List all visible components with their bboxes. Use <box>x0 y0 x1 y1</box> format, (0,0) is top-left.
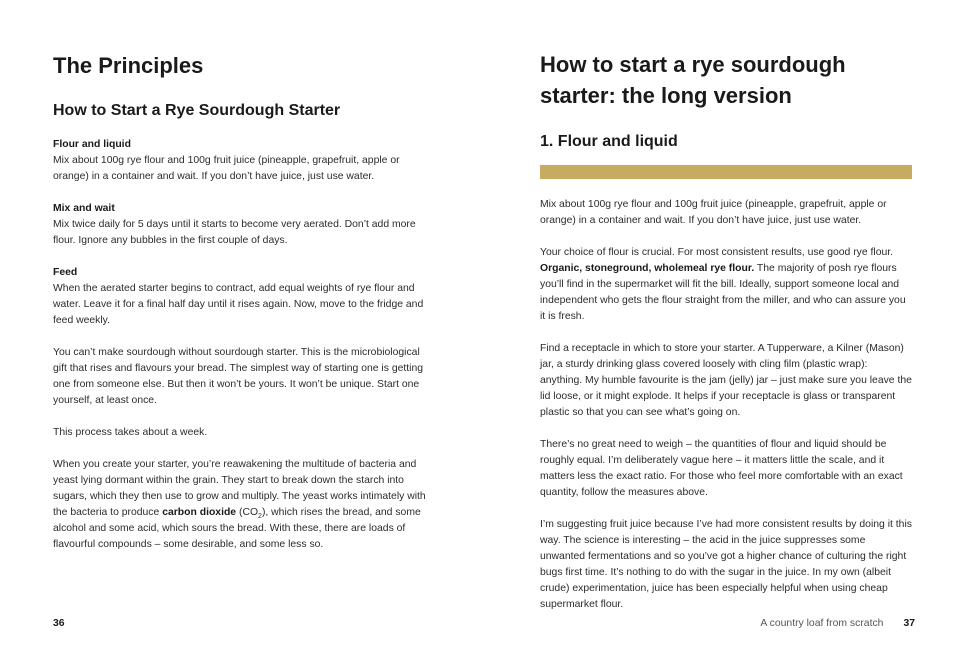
step-text: When the aerated starter begins to contract, add equal weights of rye flour and water. Leave it for a final half day until it rises again. Now, move to the fridge and feed weekly. <box>53 283 424 326</box>
right-body <box>540 197 912 629</box>
step-heading: Mix and wait <box>53 203 115 214</box>
page-title: The Principles <box>53 53 204 78</box>
paragraph: This process takes about a week. <box>53 427 208 438</box>
step-text: Mix twice daily for 5 days until it starts to become very aerated. Don’t add more flour. Ignore any bubbles in the first couple of days. <box>53 219 416 246</box>
paragraph-flour-choice <box>540 245 912 325</box>
page-subtitle: How to Start a Rye Sourdough Starter <box>53 102 341 119</box>
bold-term: carbon dioxide <box>162 507 237 518</box>
right-page <box>540 0 915 662</box>
step-flour-and-liquid <box>53 137 433 185</box>
text: When you create your starter, you’re reawakening the multitude of bacteria and yeast lying dormant within the grain. They start to break down the starch into sugars, which they then use to grow and multiply. The yeast works intimately with the bacteria to produce <box>53 459 426 518</box>
text: Your choice of flour is crucial. For most consistent results, use good rye flour. <box>540 247 894 258</box>
paragraph: Find a receptacle in which to store your starter. A Tupperware, a Kilner (Mason) jar, a sturdy drinking glass covered loosely with cling film (plastic wrap): anything. My humble favourite is the jam (jelly) jar – just make sure you leave the lid loose, or it might explode. It helps if your receptacle is glass or transparent plastic so that you can see what’s going on. <box>540 343 912 418</box>
step-heading: Feed <box>53 267 78 278</box>
accent-bar <box>540 165 912 179</box>
paragraph: There’s no great need to weigh – the quantities of flour and liquid should be roughly equal. I’m deliberately vague here – it matters little the scale, and it matters less the exact ratio. For those who feel more comfortable with an exact quantity, follow the measures above. <box>540 439 903 498</box>
left-page <box>53 0 433 662</box>
running-head: A country loaf from scratch <box>760 618 884 629</box>
text: (CO <box>236 507 259 518</box>
page-number-left: 36 <box>53 618 65 629</box>
paragraph-carbon-dioxide <box>53 457 433 553</box>
step-feed <box>53 265 433 329</box>
page-number-right: 37 <box>903 618 915 629</box>
step-text: Mix about 100g rye flour and 100g fruit juice (pineapple, grapefruit, apple or orange) in a container and wait. If you don’t have juice, just use water. <box>53 155 400 182</box>
paragraph: You can’t make sourdough without sourdough starter. This is the microbiological gift that rises and flavours your bread. The simplest way of starting one is getting one from someone else. But then it won’t be yours. It won’t be unique. Start one yourself, at least once. <box>53 347 424 406</box>
footer-right <box>760 617 915 631</box>
bold-term: Organic, stoneground, wholemeal rye flour. <box>540 263 755 274</box>
section-heading: 1. Flour and liquid <box>540 133 678 150</box>
step-heading: Flour and liquid <box>53 139 131 150</box>
step-mix-and-wait <box>53 201 433 249</box>
paragraph: Mix about 100g rye flour and 100g fruit juice (pineapple, grapefruit, apple or orange) in a container and wait. If you don’t have juice, just use water. <box>540 199 887 226</box>
text: ), which rises the bread, and some alcohol and some acid, which sours the bread. With these, there are loads of flavourful compounds – some desirable, and some less so. <box>53 507 421 550</box>
text: The majority of posh rye flours you’ll find in the supermarket will fit the bill. Ideally, support someone local and independent who gets the flour straight from the miller, and who can assure you it is fresh. <box>540 263 906 322</box>
subscript: 2 <box>258 513 262 521</box>
left-body <box>53 137 433 569</box>
page-title: How to start a rye sourdough starter: the long version <box>540 52 846 108</box>
paragraph: I’m suggesting fruit juice because I’ve had more consistent results by doing it this way. The science is interesting – the acid in the juice suppresses some unwanted fermentations and so you’ve got a higher chance of culturing the right bugs first time. It’s nothing to do with the sugar in the juice. In my own (albeit crude) experimentation, juice has been especially helpful when using cheap supermarket flour. <box>540 519 912 610</box>
